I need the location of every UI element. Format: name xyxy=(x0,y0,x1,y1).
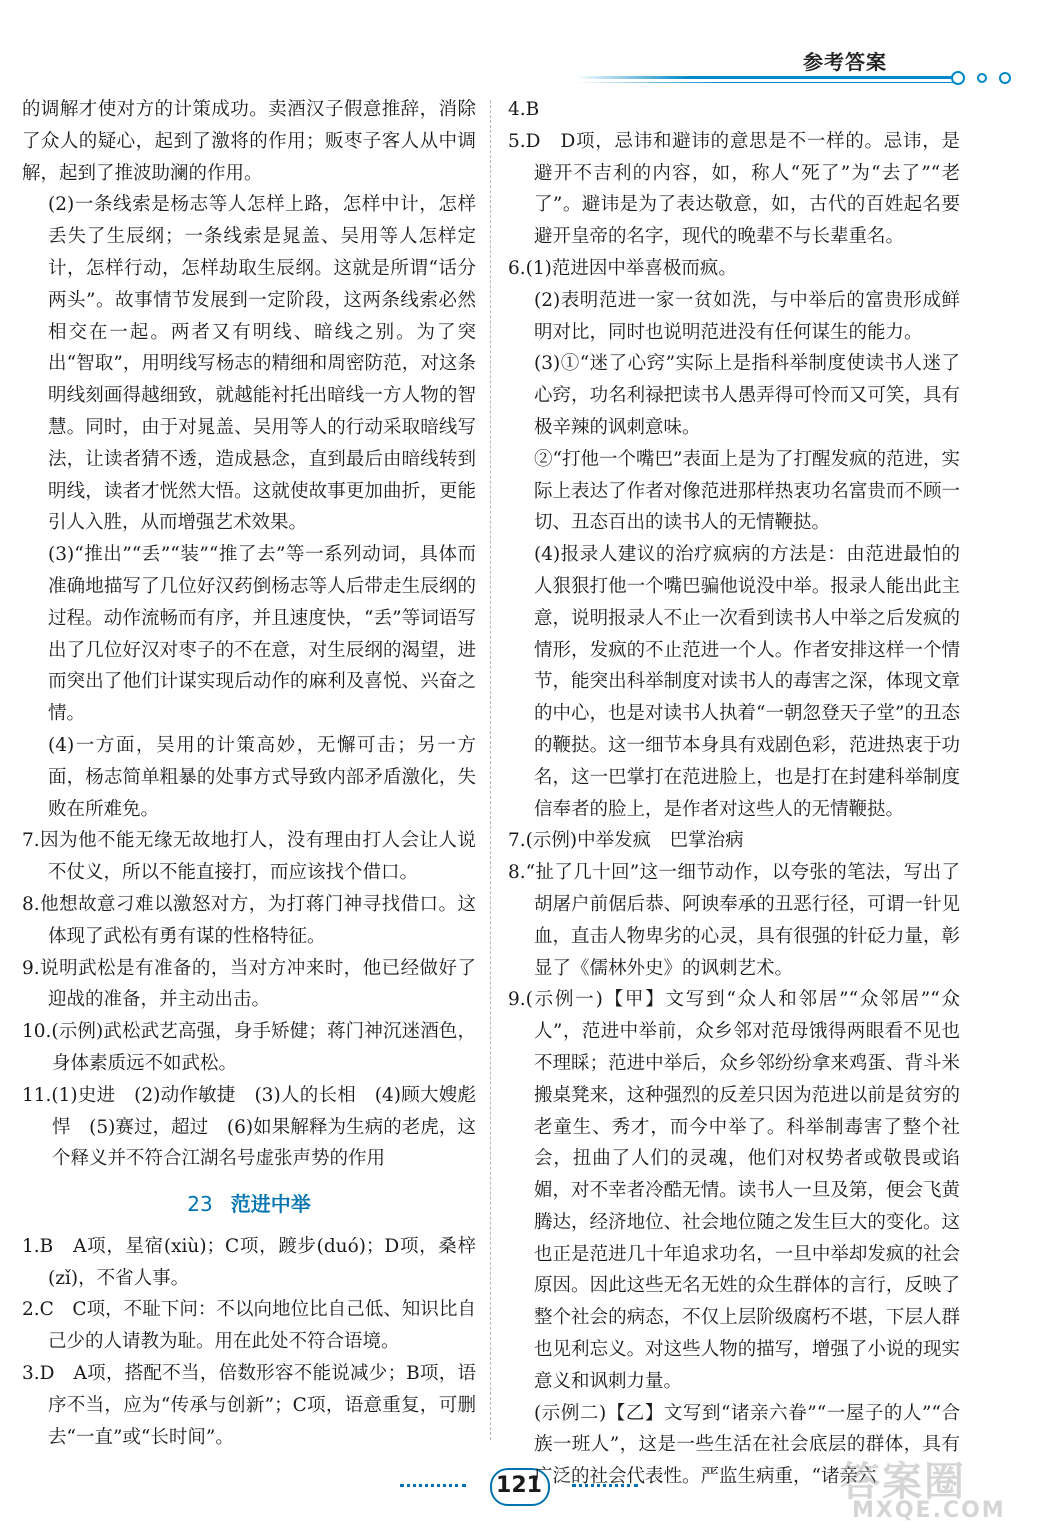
answer-item-4: 4.B xyxy=(508,99,540,120)
answer-paragraph: (示例二)【乙】文写到“诸亲六眷”“一屋子的人”“合族一班人”，这是一些生活在社会底层的群体，具有广泛的社会代表性。严监生病重，“诸亲六 xyxy=(534,1402,960,1488)
answer-item-1: 1.B A项，星宿(xiù)；C项，踱步(duó)；D项，桑梓(zǐ)，不省人事。 xyxy=(22,1235,476,1289)
header-rule-thin xyxy=(575,82,955,83)
answer-item-9: 9.说明武松是有准备的，当对方冲来时，他已经做好了迎战的准备，并主动出击。 xyxy=(22,957,476,1011)
answer-item-6: 6.(1)范进因中举喜极而疯。 xyxy=(508,257,737,279)
header-small-circle-icon xyxy=(977,73,987,83)
answer-item-2: 2.C C项，不耻下问：不以向地位比自己低、知识比自己少的人请教为耻。用在此处不符合语境。 xyxy=(22,1299,476,1353)
page-number: 121 xyxy=(470,1466,568,1506)
footer-dots-right xyxy=(572,1484,638,1487)
answer-item-10: 10.(示例)武松武艺高强，身手矫健；蒋门神沉迷酒色，身体素质远不如武松。 xyxy=(22,1021,476,1074)
footer-dots-left xyxy=(400,1484,466,1487)
answer-paragraph: (2)一条线索是杨志等人怎样上路，怎样中计，怎样丢失了生辰纲；一条线索是晁盖、吴用等人怎样定计，怎样行动，怎样劫取生辰纲。这就是所谓“话分两头”。故事情节发展到一定阶段，这两条线索必然相交在一起。两者又有明线、暗线之别。为了突出“智取”，用明线写杨志的精细和周密防范，对这条明线刻画得越细致，就越能衬托出暗线一方人物的智慧。同时，由于对晁盖、吴用等人的行动采取暗线写法，让读者猜不透，造成悬念，直到最后由暗线转到明线，读者才恍然大悟。这就使故事更加曲折，更能引人入胜，从而增强艺术效果。 xyxy=(48,194,476,534)
left-column xyxy=(22,94,476,1453)
answer-paragraph: ②“打他一个嘴巴”表面上是为了打醒发疯的范进，实际上表达了作者对像范进那样热衷功名富贵而不顾一切、丑态百出的读书人的无情鞭挞。 xyxy=(534,448,960,534)
answer-paragraph: (2)表明范进一家一贫如洗，与中举后的富贵形成鲜明对比，同时也说明范进没有任何谋生的能力。 xyxy=(534,289,960,343)
watermark-text: 答案圈 xyxy=(840,1459,966,1505)
answer-item-8: 8.“扯了几十回”这一细节动作，以夸张的笔法，写出了胡屠户前倨后恭、阿谀奉承的丑恶行径，可谓一针见血，直击人物卑劣的心灵，具有很强的针砭力量，彰显了《儒林外史》的讽刺艺术。 xyxy=(508,862,960,979)
answer-paragraph: 的调解才使对方的计策成功。卖酒汉子假意推辞，消除了众人的疑心，起到了激将的作用；贩枣子客人从中调解，起到了推波助澜的作用。 xyxy=(22,99,476,184)
page-header xyxy=(575,40,1015,90)
right-column xyxy=(508,94,960,1493)
header-title: 参考答案 xyxy=(803,50,887,74)
column-divider xyxy=(490,100,491,1440)
answer-item-8: 8.他想故意刁难以激怒对方，为打蒋门神寻找借口。这体现了武松有勇有谋的性格特征。 xyxy=(22,893,476,947)
answer-item-3: 3.D A项，搭配不当，倍数形容不能说减少；B项，语序不当，应为“传承与创新”；C项，语意重复，可删去“一直”或“长时间”。 xyxy=(22,1363,476,1448)
answer-item-11: 11.(1)史进 (2)动作敏捷 (3)人的长相 (4)顾大嫂彪悍 (5)赛过，超过 (6)如果解释为生病的老虎，这个释义并不符合江湖名号虚张声势的作用 xyxy=(22,1084,476,1170)
section-number: 23 xyxy=(187,1192,213,1217)
answer-paragraph: (4)报录人建议的治疗疯病的方法是：由范进最怕的人狠狠打他一个嘴巴骗他说没中举。报录人能出此主意，说明报录人不止一次看到读书人中举之后发疯的情形，发疯的不止范进一个人。作者安排这样一个情节，能突出科举制度对读书人的毒害之深，体现文章的中心，也是对读书人执着“一朝忽登天子堂”的丑态的鞭挞。这一细节本身具有戏剧色彩，范进热衷于功名，这一巴掌打在范进脸上，也是打在封建科举制度信奉者的脸上，是作者对这些人的无情鞭挞。 xyxy=(534,544,960,820)
answer-paragraph: (4)一方面，吴用的计策高妙，无懈可击；另一方面，杨志简单粗暴的处事方式导致内部矛盾激化，失败在所难免。 xyxy=(48,734,476,820)
answer-item-7: 7.因为他不能无缘无故地打人，没有理由打人会让人说不仗义，所以不能直接打，而应该找个借口。 xyxy=(22,830,476,884)
answer-paragraph: (3)“推出”“丢”“装”“推了去”等一系列动词，具体而准确地描写了几位好汉药倒杨志等人后带走生辰纲的过程。动作流畅而有序，并且速度快，“丢”等词语写出了几位好汉对枣子的不在意，对生辰纲的渴望，进而突出了他们计谋实现后动作的麻利及喜悦、兴奋之情。 xyxy=(48,544,476,725)
section-title: 范进中举 xyxy=(230,1192,311,1217)
section-heading xyxy=(22,1189,476,1221)
answer-item-5: 5.D D项，忌讳和避讳的意思是不一样的。忌讳，是避开不吉利的内容，如，称人“死了”为“去了”“老了”。避讳是为了表达敬意，如，古代的百姓起名要避开皇帝的名字，现代的晚辈不与长辈重名。 xyxy=(508,130,960,248)
answer-item-7: 7.(示例)中举发疯 巴掌治病 xyxy=(508,830,744,852)
answer-paragraph: (3)①“迷了心窍”实际上是指科举制度使读书人迷了心窍，功名利禄把读书人愚弄得可怜而又可笑，具有极辛辣的讽刺意味。 xyxy=(534,353,960,438)
answer-item-9: 9.(示例一)【甲】文写到“众人和邻居”“众邻居”“众人”，范进中举前，众乡邻对范母饿得两眼看不见也不理睬；范进中举后，众乡邻纷纷拿来鸡蛋、背斗米搬桌凳来，这种强烈的反差只因为范进以前是贫穷的老童生、秀才，而今中举了。科举制毒害了整个社会，扭曲了人们的灵魂，他们对权势者或敬畏或谄媚，对不幸者冷酷无情。读书人一旦及第，便会飞黄腾达，经济地位、社会地位随之发生巨大的变化。这也正是范进几十年追求功名，一旦中举却发疯的社会原因。因此这些无名无姓的众生群体的言行，反映了整个社会的病态，不仅上层阶级腐朽不堪，下层人群也见利忘义。对这些人物的描写，增强了小说的现实意义和讽刺力量。 xyxy=(508,989,960,1392)
watermark-url: MXQE.COM xyxy=(852,1498,1006,1523)
page-footer xyxy=(400,1466,638,1506)
header-end-circle-icon xyxy=(999,72,1011,84)
watermark-logo xyxy=(832,1450,1032,1530)
header-rule xyxy=(575,76,955,79)
header-circle-icon xyxy=(951,71,965,85)
